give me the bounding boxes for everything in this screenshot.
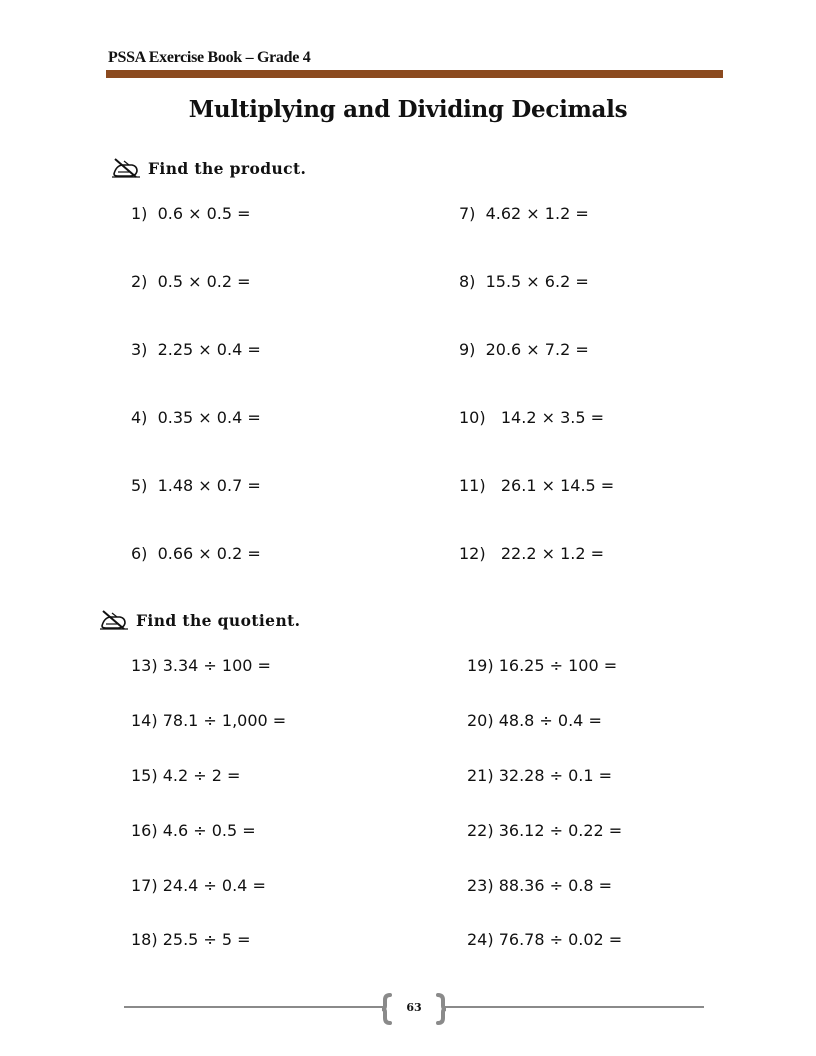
problem-13 xyxy=(131,656,271,675)
problem-number: 18) xyxy=(131,930,158,949)
problem-17 xyxy=(131,876,266,895)
problem-expression: 4.6 ÷ 0.5 = xyxy=(162,821,256,840)
problem-22 xyxy=(467,821,622,840)
problem-expression: 4.2 ÷ 2 = xyxy=(162,766,241,785)
problem-8 xyxy=(459,272,589,291)
problem-expression: 3.34 ÷ 100 = xyxy=(162,656,271,675)
header-rule xyxy=(106,70,723,78)
section-instruction: Find the product. xyxy=(148,158,307,178)
problem-expression: 48.8 ÷ 0.4 = xyxy=(498,711,602,730)
problem-expression: 0.66 × 0.2 = xyxy=(157,544,261,563)
problem-number: 15) xyxy=(131,766,158,785)
problem-expression: 22.2 × 1.2 = xyxy=(500,544,605,563)
problem-number: 5) xyxy=(131,476,148,495)
problem-18 xyxy=(131,930,251,949)
problem-1 xyxy=(131,204,251,223)
problem-number: 21) xyxy=(467,766,494,785)
problem-number: 1) xyxy=(131,204,148,223)
problem-number: 22) xyxy=(467,821,494,840)
problem-number: 16) xyxy=(131,821,158,840)
section-instruction: Find the quotient. xyxy=(136,610,301,630)
problem-number: 11) xyxy=(459,476,486,495)
page-title: Multiplying and Dividing Decimals xyxy=(188,96,628,123)
problem-number: 14) xyxy=(131,711,158,730)
problem-expression: 24.4 ÷ 0.4 = xyxy=(162,876,266,895)
problem-expression: 36.12 ÷ 0.22 = xyxy=(498,821,623,840)
problem-number: 20) xyxy=(467,711,494,730)
problem-number: 17) xyxy=(131,876,158,895)
problem-19 xyxy=(467,656,617,675)
section-product-heading xyxy=(110,155,306,181)
problem-4 xyxy=(131,408,261,427)
problem-20 xyxy=(467,711,602,730)
footer-rule-right xyxy=(442,1006,704,1008)
section-quotient-heading xyxy=(98,607,300,633)
problem-expression: 25.5 ÷ 5 = xyxy=(162,930,251,949)
footer-rule-left xyxy=(124,1006,386,1008)
problem-expression: 26.1 × 14.5 = xyxy=(500,476,615,495)
problem-expression: 1.48 × 0.7 = xyxy=(157,476,261,495)
problem-expression: 0.5 × 0.2 = xyxy=(157,272,251,291)
problem-number: 23) xyxy=(467,876,494,895)
problem-number: 10) xyxy=(459,408,486,427)
page-number: 63 xyxy=(406,1001,422,1014)
problem-24 xyxy=(467,930,622,949)
problem-21 xyxy=(467,766,612,785)
problem-expression: 20.6 × 7.2 = xyxy=(485,340,589,359)
problem-number: 2) xyxy=(131,272,148,291)
problem-expression: 76.78 ÷ 0.02 = xyxy=(498,930,623,949)
problem-23 xyxy=(467,876,612,895)
problem-expression: 0.6 × 0.5 = xyxy=(157,204,251,223)
problem-expression: 88.36 ÷ 0.8 = xyxy=(498,876,613,895)
problem-number: 19) xyxy=(467,656,494,675)
problem-number: 7) xyxy=(459,204,476,223)
problem-2 xyxy=(131,272,251,291)
problem-14 xyxy=(131,711,286,730)
book-title: PSSA Exercise Book – Grade 4 xyxy=(108,49,311,66)
problem-number: 4) xyxy=(131,408,148,427)
problem-3 xyxy=(131,340,261,359)
problem-11 xyxy=(459,476,614,495)
problem-expression: 15.5 × 6.2 = xyxy=(485,272,589,291)
problem-expression: 16.25 ÷ 100 = xyxy=(498,656,618,675)
pencil-note-icon xyxy=(110,156,142,180)
problem-expression: 0.35 × 0.4 = xyxy=(157,408,261,427)
problem-15 xyxy=(131,766,240,785)
problem-number: 24) xyxy=(467,930,494,949)
pencil-note-icon xyxy=(98,608,130,632)
problem-number: 6) xyxy=(131,544,148,563)
problem-number: 13) xyxy=(131,656,158,675)
problem-7 xyxy=(459,204,589,223)
problem-number: 12) xyxy=(459,544,486,563)
problem-12 xyxy=(459,544,604,563)
problem-10 xyxy=(459,408,604,427)
problem-expression: 2.25 × 0.4 = xyxy=(157,340,261,359)
problem-expression: 14.2 × 3.5 = xyxy=(500,408,605,427)
problem-9 xyxy=(459,340,589,359)
problem-expression: 78.1 ÷ 1,000 = xyxy=(162,711,287,730)
problem-6 xyxy=(131,544,261,563)
problem-number: 3) xyxy=(131,340,148,359)
problem-expression: 4.62 × 1.2 = xyxy=(485,204,589,223)
problem-5 xyxy=(131,476,261,495)
problem-expression: 32.28 ÷ 0.1 = xyxy=(498,766,613,785)
problem-number: 9) xyxy=(459,340,476,359)
problem-16 xyxy=(131,821,256,840)
problem-number: 8) xyxy=(459,272,476,291)
